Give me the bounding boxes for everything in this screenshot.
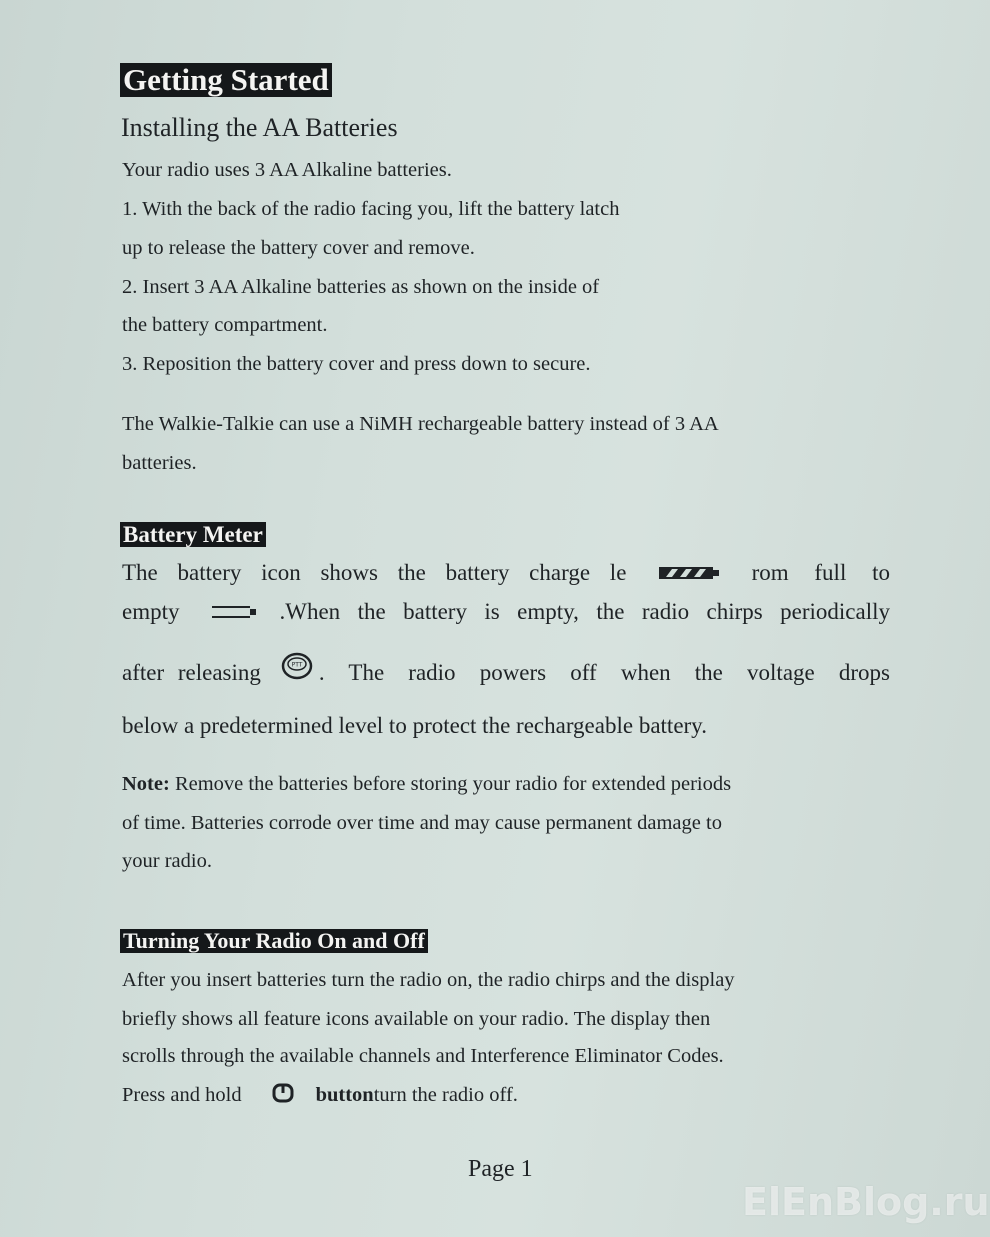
note-line-1 xyxy=(122,773,731,796)
heading-battery-meter: Battery Meter xyxy=(120,522,266,547)
text-line: 3. Reposition the battery cover and press down to secure. xyxy=(122,353,591,375)
text-line: After you insert batteries turn the radio on, the radio chirps and the display xyxy=(122,969,735,991)
text-line: 2. Insert 3 AA Alkaline batteries as shown on the inside of xyxy=(122,276,600,298)
text-line: Your radio uses 3 AA Alkaline batteries. xyxy=(122,159,452,181)
svg-text:PTT: PTT xyxy=(291,661,303,669)
text-line: scrolls through the available channels and Interference Eliminator Codes. xyxy=(122,1045,724,1067)
page-number: Page 1 xyxy=(468,1156,533,1182)
text-line: The Walkie-Talkie can use a NiMH rechargeable battery instead of 3 AA xyxy=(122,413,719,435)
text-line: batteries. xyxy=(122,452,197,474)
note-line-2: of time. Batteries corrode over time and may cause permanent damage to xyxy=(122,812,722,834)
note-line-3: your radio. xyxy=(122,850,212,872)
power-button-icon xyxy=(272,1083,294,1103)
heading-turning-radio-on-off: Turning Your Radio On and Off xyxy=(120,929,428,953)
note-label: Note: xyxy=(122,773,170,795)
battery-meter-line-2 xyxy=(122,599,890,625)
watermark: ElEnBlog.ru xyxy=(742,1180,990,1224)
battery-meter-line-1 xyxy=(122,560,890,586)
text-line-press-hold xyxy=(122,1084,518,1107)
text-line: the battery compartment. xyxy=(122,314,328,336)
text-segment: after releasing xyxy=(122,660,261,685)
text-segment: Press and hold xyxy=(122,1084,242,1106)
battery-meter-line-3 xyxy=(122,660,890,686)
battery-empty-icon xyxy=(210,604,258,620)
text-segment: empty xyxy=(122,599,180,624)
text-segment: turn the radio off. xyxy=(373,1084,518,1106)
text-line: 1. With the back of the radio facing you, lift the battery latch xyxy=(122,198,620,220)
battery-full-icon xyxy=(658,564,720,582)
ptt-button-icon xyxy=(279,651,315,681)
text-segment: . The radio powers off when the voltage drops xyxy=(318,660,890,685)
text-segment: .When the battery is empty, the radio chirps periodically xyxy=(279,599,890,624)
heading-getting-started: Getting Started xyxy=(120,63,332,97)
text-segment: The battery icon shows the battery charge le xyxy=(122,560,627,585)
subtitle-installing-batteries: Installing the AA Batteries xyxy=(121,113,398,142)
text-line: up to release the battery cover and remove. xyxy=(122,237,475,259)
text-segment-bold: button xyxy=(315,1084,374,1106)
battery-meter-line-4: below a predetermined level to protect the rechargeable battery. xyxy=(122,713,707,738)
text-segment: Remove the batteries before storing your radio for extended periods xyxy=(169,773,732,795)
text-segment: rom full to xyxy=(751,560,890,585)
text-line: briefly shows all feature icons available on your radio. The display then xyxy=(122,1008,711,1030)
